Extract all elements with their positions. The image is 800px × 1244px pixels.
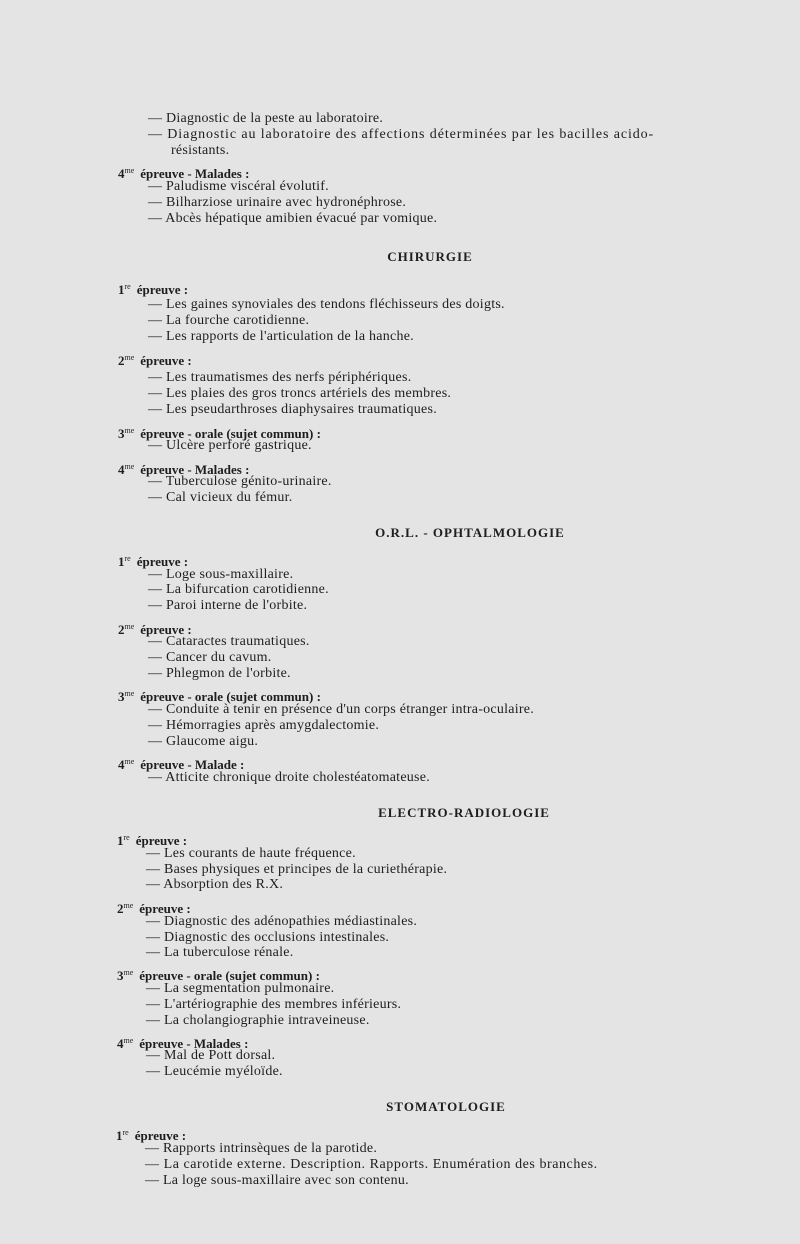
list-item: — Paroi interne de l'orbite. [148, 598, 308, 613]
exam-suffix: re [122, 1128, 129, 1137]
list-item: — Absorption des R.X. [146, 877, 284, 892]
section-title-chirurgie: CHIRURGIE [387, 249, 473, 264]
exam-heading [118, 279, 188, 298]
exam-number: 3 [117, 968, 124, 983]
exam-number: 4 [117, 1036, 124, 1051]
list-item: — Conduite à tenir en présence d'un corps étranger intra-oculaire. [148, 702, 534, 717]
list-item: — Glaucome aigu. [148, 734, 259, 749]
exam-label: épreuve : [136, 282, 189, 297]
list-item: — Tuberculose génito-urinaire. [148, 474, 332, 489]
exam-label: épreuve : [139, 901, 191, 916]
exam-label: épreuve : [140, 353, 192, 368]
list-item: — Abcès hépatique amibien évacué par vomique. [148, 211, 438, 226]
exam-number: 4 [118, 462, 125, 477]
exam-suffix: me [124, 462, 135, 471]
list-item: — Les courants de haute fréquence. [146, 846, 356, 861]
list-item: — La carotide externe. Description. Rapports. Enumération des branches. [145, 1157, 598, 1172]
exam-label: épreuve - Malades : [139, 1036, 249, 1051]
list-item: — Leucémie myéloïde. [146, 1064, 283, 1079]
list-item: — La bifurcation carotidienne. [148, 582, 329, 597]
exam-suffix: re [124, 282, 131, 291]
exam-number: 1 [116, 1128, 123, 1143]
exam-number: 3 [118, 426, 125, 441]
exam-number: 4 [118, 166, 125, 181]
list-item-continuation: résistants. [171, 143, 230, 158]
list-item: — L'artériographie des membres inférieurs. [146, 997, 402, 1012]
exam-number: 2 [118, 353, 125, 368]
exam-suffix: me [123, 1036, 134, 1045]
list-item: — Atticite chronique droite cholestéatomateuse. [148, 770, 430, 785]
section-title-stomatologie: STOMATOLOGIE [386, 1099, 506, 1114]
list-item: — La fourche carotidienne. [148, 313, 310, 328]
list-item: — La tuberculose rénale. [146, 945, 294, 960]
exam-label: épreuve - orale (sujet commun) : [140, 689, 321, 704]
exam-suffix: re [123, 833, 130, 842]
exam-suffix: me [124, 689, 135, 698]
exam-number: 2 [118, 622, 125, 637]
list-item: — Les rapports de l'articulation de la hanche. [148, 329, 414, 344]
exam-number: 1 [117, 833, 124, 848]
exam-label: épreuve : [136, 554, 189, 569]
exam-label: épreuve - Malades : [140, 462, 250, 477]
list-item: — Loge sous-maxillaire. [148, 567, 294, 582]
list-item: — Les pseudarthroses diaphysaires traumatiques. [148, 402, 437, 417]
list-item: — Les gaines synoviales des tendons fléchisseurs des doigts. [148, 297, 505, 312]
list-item: — La loge sous-maxillaire avec son contenu. [145, 1173, 409, 1188]
exam-label: épreuve - orale (sujet commun) : [140, 426, 321, 441]
exam-label: épreuve : [135, 833, 188, 848]
exam-number: 3 [118, 689, 125, 704]
list-item: — Phlegmon de l'orbite. [148, 666, 291, 681]
list-item: — Bases physiques et principes de la curiethérapie. [146, 862, 448, 877]
list-item: — Paludisme viscéral évolutif. [148, 179, 329, 194]
exam-number: 4 [118, 757, 125, 772]
exam-label: épreuve - Malades : [140, 166, 250, 181]
exam-suffix: me [123, 968, 134, 977]
list-item: — La segmentation pulmonaire. [146, 981, 335, 996]
list-item: — Cal vicieux du fémur. [148, 490, 293, 505]
exam-number: 1 [118, 554, 125, 569]
list-item: — Les plaies des gros troncs artériels des membres. [148, 386, 452, 401]
list-item: — Diagnostic de la peste au laboratoire. [148, 111, 384, 126]
exam-suffix: me [124, 426, 135, 435]
exam-label: épreuve : [140, 622, 192, 637]
exam-label: épreuve - orale (sujet commun) : [139, 968, 320, 983]
exam-label: épreuve : [134, 1128, 187, 1143]
exam-suffix: me [124, 757, 135, 766]
list-item: — Diagnostic des adénopathies médiastinales. [146, 914, 418, 929]
exam-number: 2 [117, 901, 124, 916]
list-item: — La cholangiographie intraveineuse. [146, 1013, 370, 1028]
exam-suffix: me [124, 166, 135, 175]
exam-suffix: me [124, 622, 135, 631]
list-item: — Ulcère perforé gastrique. [148, 438, 312, 453]
list-item: — Cancer du cavum. [148, 650, 272, 665]
list-item: — Bilharziose urinaire avec hydronéphrose. [148, 195, 407, 210]
exam-suffix: me [124, 353, 135, 362]
exam-number: 1 [118, 282, 125, 297]
exam-suffix: re [124, 554, 131, 563]
list-item: — Diagnostic des occlusions intestinales. [146, 930, 390, 945]
list-item: — Mal de Pott dorsal. [146, 1048, 276, 1063]
section-title-orl-ophtalmologie: O.R.L. - OPHTALMOLOGIE [375, 525, 565, 540]
list-item: — Cataractes traumatiques. [148, 634, 310, 649]
exam-label: épreuve - Malade : [140, 757, 245, 772]
list-item: — Diagnostic au laboratoire des affections déterminées par les bacilles acido- [148, 127, 655, 142]
list-item: — Hémorragies après amygdalectomie. [148, 718, 380, 733]
list-item: — Les traumatismes des nerfs périphériques. [148, 370, 412, 385]
section-title-electro-radiologie: ELECTRO-RADIOLOGIE [378, 805, 550, 820]
list-item: — Rapports intrinsèques de la parotide. [145, 1141, 378, 1156]
exam-suffix: me [123, 901, 134, 910]
exam-heading [118, 350, 192, 369]
